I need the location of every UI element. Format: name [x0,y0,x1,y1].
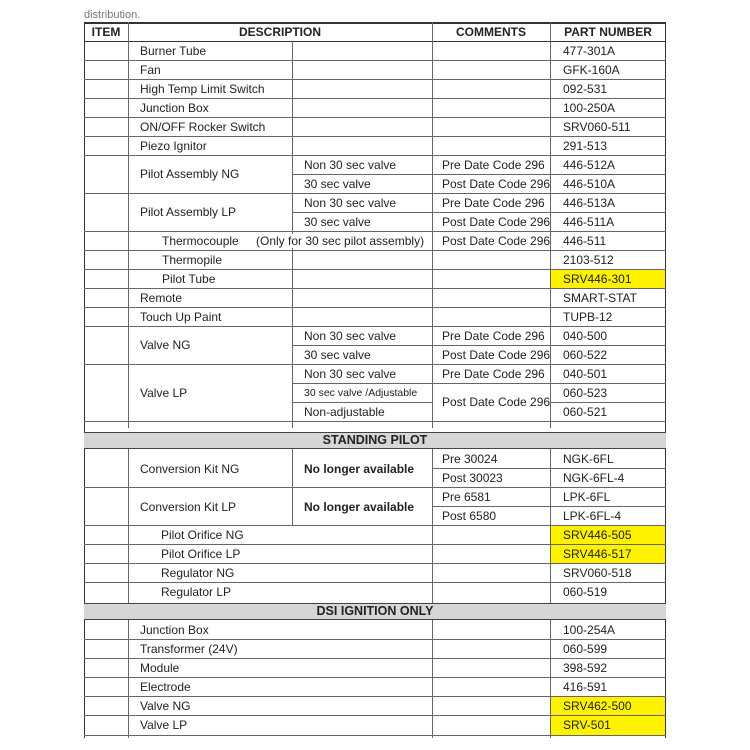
desc-pilot-tube: Pilot Tube [162,272,216,286]
desc-dsi-module: Module [140,661,180,675]
desc-dsi-electrode: Electrode [140,680,191,694]
row-line [84,487,666,488]
desc-fan: Fan [140,63,161,77]
part-pilot-tube: SRV446-301 [563,272,632,286]
desc-orifice-lp: Pilot Orifice LP [161,547,241,561]
header-description: DESCRIPTION [238,25,321,39]
note-conv-ng: No longer available [304,462,415,476]
sub-valve-lp-2: 30 sec valve /Adjustable [304,387,418,399]
row-line [84,421,666,422]
comment-valve-lp-23: Post Date Code 296 [442,395,551,409]
desc-burner-tube: Burner Tube [140,44,207,58]
row-line [84,117,666,118]
table-right-border [665,22,666,738]
part-pilot-ng-2: 446-510A [563,177,616,191]
part-conv-lp-1: LPK-6FL [563,490,611,504]
desc-regulator-ng: Regulator NG [161,566,235,580]
part-conv-ng-1: NGK-6FL [563,452,614,466]
comment-pilot-ng-1: Pre Date Code 296 [442,158,545,172]
col-divider-item [128,620,129,738]
part-touchup: TUPB-12 [563,310,613,324]
parts-table [84,22,666,738]
header-item: ITEM [91,25,121,39]
col-divider-comments [432,22,433,428]
row-line [84,563,666,564]
row-line [84,193,666,194]
desc-remote: Remote [140,291,183,305]
desc-orifice-ng: Pilot Orifice NG [161,528,244,542]
desc-valve-ng: Valve NG [140,338,191,352]
top-cut-text: distribution. [84,9,141,21]
row-line [84,639,666,640]
section-standing-pilot: STANDING PILOT [84,432,666,449]
table-left-border [84,22,85,738]
col-divider-part [550,22,551,428]
sub-valve-ng-2: 30 sec valve [304,348,371,362]
note-conv-lp: No longer available [304,500,415,514]
part-burner-tube: 477-301A [563,44,616,58]
row-line [84,364,666,365]
col-divider-item [128,449,129,604]
row-line [84,735,666,736]
row-line [84,658,666,659]
part-dsi-electrode: 416-591 [563,680,608,694]
part-pilot-lp-1: 446-513A [563,196,616,210]
row-line [84,326,666,327]
comment-pilot-lp-1: Pre Date Code 296 [442,196,545,210]
part-valve-ng-1: 040-500 [563,329,608,343]
comment-conv-ng-2: Post 30023 [442,471,503,485]
part-remote: SMART-STAT [563,291,638,305]
header-comments: COMMENTS [456,25,526,39]
desc-dsi-transformer: Transformer (24V) [140,642,238,656]
note-thermocouple: (Only for 30 sec pilot assembly) [256,234,425,248]
row-line [84,79,666,80]
part-valve-lp-2: 060-523 [563,386,608,400]
part-dsi-valve-ng: SRV462-500 [563,699,632,713]
desc-conv-lp: Conversion Kit LP [140,500,237,514]
table-top-border [84,22,666,24]
row-line [432,468,666,469]
col-divider-item [128,22,129,428]
desc-pilot-lp: Pilot Assembly LP [140,205,237,219]
desc-dsi-junction: Junction Box [140,623,209,637]
row-line [292,212,666,213]
row-line [292,174,666,175]
part-high-temp: 092-531 [563,82,608,96]
comment-conv-ng-1: Pre 30024 [442,452,498,466]
part-regulator-ng: SRV060-518 [563,566,632,580]
row-line [84,250,666,251]
row-line [84,582,666,583]
header-bottom-border [84,41,666,42]
part-thermopile: 2103-512 [563,253,614,267]
part-dsi-module: 398-592 [563,661,608,675]
comment-conv-lp-2: Post 6580 [442,509,497,523]
row-line [84,288,666,289]
part-dsi-junction: 100-254A [563,623,616,637]
desc-thermocouple: Thermocouple [162,234,239,248]
comment-thermocouple: Post Date Code 296 [442,234,551,248]
header-part-number: PART NUMBER [564,25,652,39]
sub-pilot-lp-1: Non 30 sec valve [304,196,397,210]
sub-pilot-lp-2: 30 sec valve [304,215,371,229]
col-divider-comments [432,449,433,604]
desc-touchup: Touch Up Paint [140,310,222,324]
part-regulator-lp: 060-519 [563,585,608,599]
row-line [84,60,666,61]
part-valve-ng-2: 060-522 [563,348,608,362]
part-pilot-lp-2: 446-511A [563,215,615,229]
part-conv-ng-2: NGK-6FL-4 [563,471,625,485]
comment-valve-ng-1: Pre Date Code 296 [442,329,545,343]
desc-high-temp: High Temp Limit Switch [140,82,265,96]
desc-conv-ng: Conversion Kit NG [140,462,240,476]
part-piezo: 291-513 [563,139,608,153]
desc-thermopile: Thermopile [162,253,223,267]
sub-valve-ng-1: Non 30 sec valve [304,329,397,343]
part-pilot-ng-1: 446-512A [563,158,616,172]
desc-piezo: Piezo Ignitor [140,139,207,153]
desc-junction-box: Junction Box [140,101,209,115]
desc-dsi-valve-lp: Valve LP [140,718,188,732]
desc-dsi-valve-ng: Valve NG [140,699,191,713]
part-dsi-valve-lp: SRV-501 [563,718,611,732]
col-divider-comments [432,620,433,738]
desc-regulator-lp: Regulator LP [161,585,232,599]
row-line [84,98,666,99]
row-line [84,307,666,308]
row-line [550,402,666,403]
part-junction-box: 100-250A [563,101,616,115]
row-line [84,155,666,156]
sub-valve-lp-1: Non 30 sec valve [304,367,397,381]
part-dsi-transformer: 060-599 [563,642,608,656]
part-orifice-ng: SRV446-505 [563,528,632,542]
sub-pilot-ng-1: Non 30 sec valve [304,158,397,172]
part-thermocouple: 446-511 [563,234,607,248]
comment-pilot-lp-2: Post Date Code 296 [442,215,551,229]
part-fan: GFK-160A [563,63,620,77]
part-valve-lp-1: 040-501 [563,367,608,381]
section-dsi: DSI IGNITION ONLY [84,603,666,620]
desc-onoff: ON/OFF Rocker Switch [140,120,266,134]
part-orifice-lp: SRV446-517 [563,547,632,561]
comment-conv-lp-1: Pre 6581 [442,490,491,504]
desc-valve-lp: Valve LP [140,386,188,400]
row-line [292,383,666,384]
comment-valve-lp-1: Pre Date Code 296 [442,367,545,381]
desc-pilot-ng: Pilot Assembly NG [140,167,240,181]
row-line [84,136,666,137]
row-line [292,402,432,403]
row-line [292,345,666,346]
sub-valve-lp-3: Non-adjustable [304,405,385,419]
row-line [432,506,666,507]
sub-pilot-ng-2: 30 sec valve [304,177,371,191]
part-conv-lp-2: LPK-6FL-4 [563,509,622,523]
comment-valve-ng-2: Post Date Code 296 [442,348,551,362]
part-onoff: SRV060-511 [563,120,631,134]
comment-pilot-ng-2: Post Date Code 296 [442,177,551,191]
part-valve-lp-3: 060-521 [563,405,608,419]
row-line [84,677,666,678]
